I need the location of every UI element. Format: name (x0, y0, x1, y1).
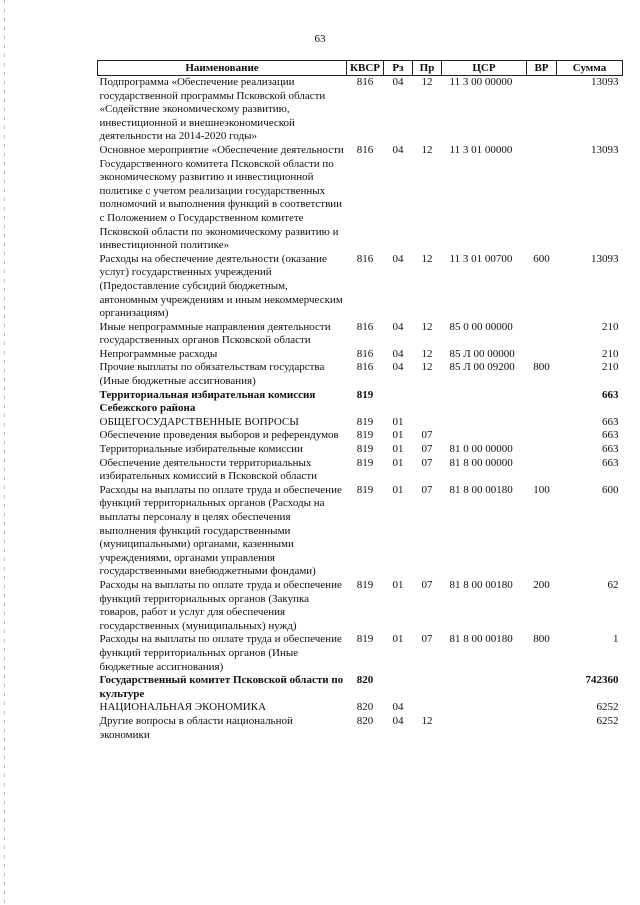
cell-sum: 13093 (591, 252, 619, 265)
cell-rz: 01 (392, 456, 404, 469)
cell-rz (384, 389, 413, 416)
cell-csr (442, 674, 527, 701)
cell-rz: 04 (392, 701, 404, 714)
cell-pr: 12 (421, 76, 433, 88)
cell-name: Расходы на выплаты по оплате труда и обеспечение функций территориальных органов (Иные бюджетные ассигнования) (99, 633, 342, 673)
cell-rz: 01 (392, 429, 404, 442)
cell-name: Обеспечение проведения выборов и референдумов (99, 429, 339, 442)
cell-sum: 210 (602, 320, 619, 333)
cell-rz: 04 (392, 347, 404, 360)
cell-name: Территориальные избирательные комиссии (99, 443, 303, 456)
cell-rz: 04 (392, 143, 404, 156)
cell-vr: 800 (533, 361, 550, 374)
header-sum: Сумма (557, 61, 623, 76)
table-row (98, 484, 623, 579)
header-csr: ЦСР (442, 61, 527, 76)
cell-name: ОБЩЕГОСУДАРСТВЕННЫЕ ВОПРОСЫ (99, 415, 299, 428)
table-row (98, 579, 623, 633)
cell-pr: 07 (421, 429, 433, 442)
cell-csr: 11 3 01 00700 (449, 252, 513, 265)
cell-kvsr: 816 (356, 252, 374, 265)
cell-name: НАЦИОНАЛЬНАЯ ЭКОНОМИКА (99, 701, 267, 714)
table-row (98, 674, 623, 701)
cell-sum: 6252 (596, 701, 619, 714)
cell-vr (527, 321, 557, 348)
cell-rz: 01 (392, 483, 404, 496)
cell-rz: 04 (392, 361, 404, 374)
table-row (98, 348, 623, 362)
cell-csr: 81 8 00 00180 (449, 578, 513, 591)
cell-rz: 04 (392, 714, 404, 727)
cell-name: Основное мероприятие «Обеспечение деятельности Государственного комитета Псковской области по экономическому развитию и инвестиционной политике с учетом реализации государственных полномочий и выполнения функций в соответствии с Положением о Государственном комитете Псковской области по экономическому развитию и инвестиционной политике» (99, 143, 344, 252)
table-row (98, 633, 623, 674)
cell-sum: 663 (602, 429, 619, 442)
cell-kvsr: 820 (356, 701, 374, 714)
cell-sum: 210 (602, 347, 619, 360)
cell-kvsr: 819 (356, 483, 374, 496)
cell-name: Прочие выплаты по обязательствам государства (Иные бюджетные ассигнования) (99, 361, 325, 388)
cell-kvsr: 819 (356, 443, 374, 456)
cell-rz (384, 674, 413, 701)
header-name: Наименование (98, 61, 347, 76)
cell-vr (527, 457, 557, 484)
table-row (98, 76, 623, 144)
cell-vr: 100 (533, 483, 550, 496)
cell-sum: 1 (613, 633, 619, 646)
cell-csr: 81 8 00 00180 (449, 483, 513, 496)
cell-csr: 85 Л 00 09200 (449, 361, 515, 374)
cell-pr: 07 (421, 443, 433, 456)
page-number: 63 (314, 33, 326, 45)
cell-pr: 07 (421, 633, 433, 646)
cell-name: Расходы на выплаты по оплате труда и обеспечение функций территориальных органов (Расходы на выплаты персоналу в целях обеспечения выполнения функций государственными (муниципальными) органами, казенными учреждениями, органами управления государственными внебюджетными фондами) (99, 483, 342, 578)
cell-name: Обеспечение деятельности территориальных избирательных комиссий в Псковской области (99, 456, 318, 483)
cell-kvsr: 819 (356, 456, 374, 469)
cell-sum: 600 (602, 483, 619, 496)
cell-kvsr: 820 (356, 674, 374, 687)
cell-rz: 04 (392, 320, 404, 333)
cell-kvsr: 816 (356, 347, 374, 360)
cell-kvsr: 819 (356, 578, 374, 591)
cell-rz: 04 (392, 252, 404, 265)
table-row (98, 457, 623, 484)
cell-pr: 07 (421, 578, 433, 591)
cell-name: Расходы на выплаты по оплате труда и обеспечение функций территориальных органов (Закупка товаров, работ и услуг для обеспечения государственных (муниципальных) нужд) (99, 578, 342, 632)
cell-rz: 01 (392, 443, 404, 456)
header-kvsr: КВСР (347, 61, 384, 76)
header-vr: ВР (527, 61, 557, 76)
cell-csr: 81 8 00 00180 (449, 633, 513, 646)
cell-sum: 6252 (596, 714, 619, 727)
cell-pr: 12 (421, 252, 433, 265)
scan-edge (4, 0, 5, 905)
cell-sum: 663 (602, 443, 619, 456)
cell-rz: 04 (392, 76, 404, 88)
cell-kvsr: 816 (356, 361, 374, 374)
cell-sum: 13093 (591, 143, 619, 156)
cell-name: Расходы на обеспечение деятельности (оказание услуг) государственных учреждений (Предоставление субсидий бюджетным, автономным учреждениям и иным некоммерческим организациям) (99, 252, 343, 320)
cell-pr (413, 701, 442, 715)
cell-name: Территориальная избирательная комиссия Себежского района (99, 388, 316, 415)
cell-name: Непрограммные расходы (99, 347, 218, 360)
cell-pr: 07 (421, 483, 433, 496)
cell-vr: 600 (533, 252, 550, 265)
cell-kvsr: 816 (356, 76, 374, 88)
table-row (98, 701, 623, 715)
table-row (98, 321, 623, 348)
cell-sum: 62 (607, 578, 619, 591)
cell-kvsr: 816 (356, 143, 374, 156)
cell-vr (527, 144, 557, 253)
cell-vr (527, 674, 557, 701)
table-row (98, 715, 623, 742)
header-pr: Пр (413, 61, 442, 76)
cell-kvsr: 820 (356, 714, 374, 727)
cell-sum: 210 (602, 361, 619, 374)
cell-vr (527, 443, 557, 457)
cell-vr (527, 715, 557, 742)
header-rz: Рз (384, 61, 413, 76)
cell-sum: 13093 (591, 76, 619, 88)
cell-rz: 01 (392, 415, 404, 428)
cell-sum: 742360 (585, 674, 619, 687)
cell-pr: 07 (421, 456, 433, 469)
cell-kvsr: 819 (356, 633, 374, 646)
table-row (98, 429, 623, 443)
cell-kvsr: 819 (356, 429, 374, 442)
cell-rz: 01 (392, 633, 404, 646)
cell-pr: 12 (421, 347, 433, 360)
cell-vr (527, 416, 557, 430)
cell-csr: 85 0 00 00000 (449, 320, 513, 333)
cell-name: Государственный комитет Псковской области по культуре (99, 674, 344, 700)
cell-name: Подпрограмма «Обеспечение реализации государственной программы Псковской области «Содействие экономическому развитию, инвестиционной и внешнеэкономической деятельности на 2014-2020 годы» (99, 76, 326, 143)
cell-sum: 663 (602, 456, 619, 469)
table-row (98, 361, 623, 388)
cell-vr (527, 76, 557, 144)
cell-vr (527, 348, 557, 362)
cell-vr (527, 429, 557, 443)
cell-pr: 12 (421, 361, 433, 374)
cell-csr: 11 3 00 00000 (449, 76, 513, 88)
cell-kvsr: 819 (356, 415, 374, 428)
cell-vr (527, 389, 557, 416)
cell-csr (442, 416, 527, 430)
cell-csr (442, 429, 527, 443)
cell-sum: 663 (602, 388, 619, 401)
cell-csr (442, 389, 527, 416)
table-row (98, 389, 623, 416)
cell-sum: 663 (602, 415, 619, 428)
cell-csr: 11 3 01 00000 (449, 143, 513, 156)
cell-kvsr: 816 (356, 320, 374, 333)
cell-name: Иные непрограммные направления деятельности государственных органов Псковской области (99, 320, 331, 347)
table-header-row (98, 61, 623, 76)
cell-vr: 800 (533, 633, 550, 646)
cell-csr: 81 0 00 00000 (449, 443, 513, 456)
cell-name: Другие вопросы в области национальной экономики (99, 714, 293, 741)
cell-pr: 12 (421, 714, 433, 727)
cell-csr: 85 Л 00 00000 (449, 347, 515, 360)
cell-pr (413, 389, 442, 416)
cell-pr (413, 416, 442, 430)
cell-kvsr: 819 (356, 388, 374, 401)
table-row (98, 443, 623, 457)
table-row (98, 416, 623, 430)
budget-table (97, 60, 623, 742)
table-row (98, 253, 623, 321)
cell-vr: 200 (533, 578, 550, 591)
cell-pr (413, 674, 442, 701)
table-body (98, 76, 623, 743)
cell-pr: 12 (421, 143, 433, 156)
cell-pr: 12 (421, 320, 433, 333)
cell-csr (442, 715, 527, 742)
cell-csr (442, 701, 527, 715)
cell-rz: 01 (392, 578, 404, 591)
cell-vr (527, 701, 557, 715)
table-row (98, 144, 623, 253)
cell-csr: 81 8 00 00000 (449, 456, 513, 469)
